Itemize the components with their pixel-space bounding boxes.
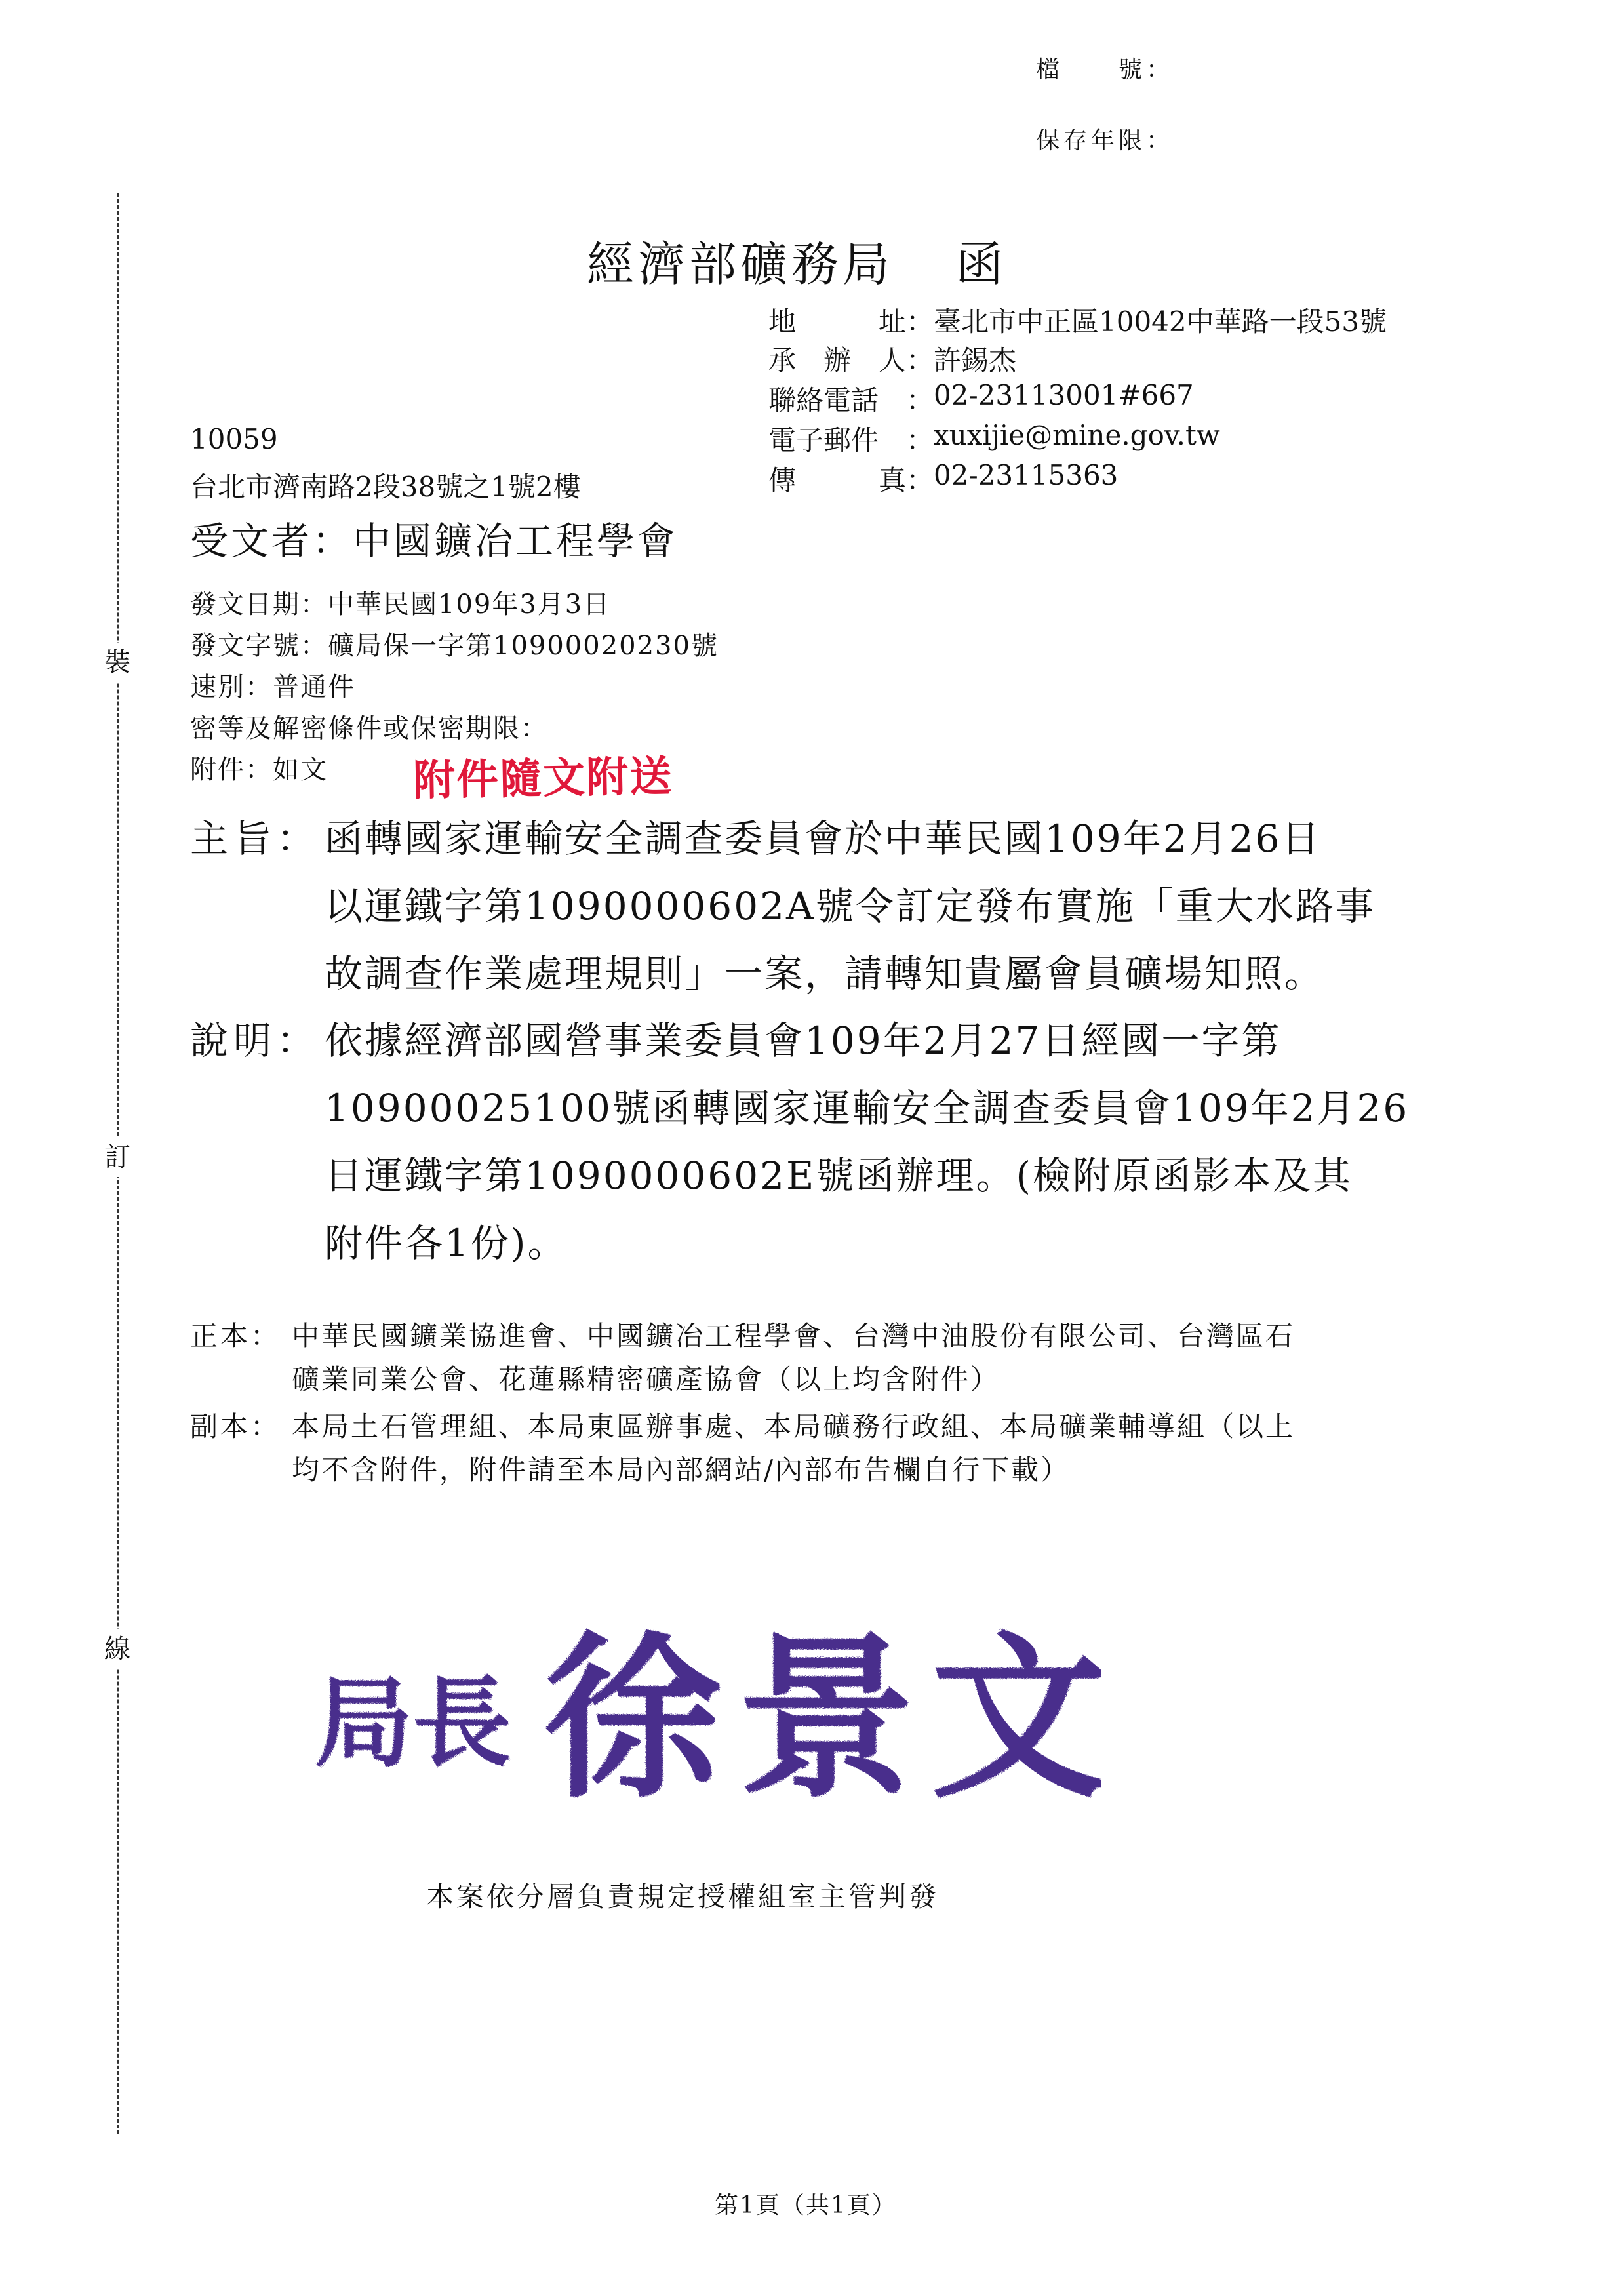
document-number: 發文字號：礦局保一字第10900020230號 xyxy=(190,631,719,661)
copy-line-1: 本局土石管理組、本局東區辦事處、本局礦務行政組、本局礦業輔導組（以上 xyxy=(292,1410,1296,1443)
file-number-label: 檔 號： xyxy=(1036,56,1174,83)
subject-line-3: 故調查作業處理規則」一案，請轉知貴屬會員礦場知照。 xyxy=(325,951,1325,996)
sender-address-row: 地 址 ： 臺北市中正區10042中華路一段53號 xyxy=(768,300,1387,340)
recipient-line: 受文者：中國鑛冶工程學會 xyxy=(190,519,679,563)
sender-phone-label: 聯絡電話 xyxy=(768,384,879,416)
retention-period-label: 保存年限： xyxy=(1036,127,1174,154)
title-type: 函 xyxy=(956,237,1008,292)
copy-head: 副本： xyxy=(190,1410,281,1443)
explanation-line-3: 日運鐵字第1090000602E號函辦理。(檢附原函影本及其 xyxy=(325,1153,1353,1198)
sender-handler-label: 承 辦 人 xyxy=(768,344,906,376)
subject-line-2: 以運鐵字第1090000602A號令訂定發布實施「重大水路事 xyxy=(325,884,1376,928)
sender-email-label: 電子郵件 xyxy=(768,424,879,456)
original-line-2: 礦業同業公會、花蓮縣精密礦產協會（以上均含附件） xyxy=(292,1363,1000,1395)
copy-line-2: 均不含附件，附件請至本局內部網站/內部布告欄自行下載） xyxy=(292,1454,1071,1486)
explanation-line-1: 依據經濟部國營事業委員會109年2月27日經國一字第 xyxy=(325,1018,1282,1063)
delivery-speed: 速別：普通件 xyxy=(190,672,355,702)
sender-fax-label: 傳 真 xyxy=(768,464,906,496)
seal-title: 局長 xyxy=(315,1666,512,1781)
page-number: 第1頁（共1頁） xyxy=(715,2192,897,2219)
recipient-zip: 10059 xyxy=(190,423,278,455)
binding-char-ding: 訂 xyxy=(101,1138,134,1177)
attachment-red-stamp: 附件隨文附送 xyxy=(412,751,673,806)
subject-head: 主旨： xyxy=(190,816,321,861)
recipient-address: 台北市濟南路2段38號之1號2樓 xyxy=(190,471,581,503)
sender-phone-value: 02-23113001#667 xyxy=(934,379,1194,411)
seal-name: 徐景文 xyxy=(544,1620,1101,1816)
sender-handler-value: 許錫杰 xyxy=(934,344,1017,376)
sender-handler-row: 承 辦 人 ： 許錫杰 xyxy=(768,339,1016,378)
explanation-head: 說明： xyxy=(190,1018,321,1063)
explanation-line-2: 10900025100號函轉國家運輸安全調查委員會109年2月26 xyxy=(325,1086,1410,1130)
binding-char-zhuang: 裝 xyxy=(101,643,134,682)
subject-line-1: 函轉國家運輸安全調查委員會於中華民國109年2月26日 xyxy=(325,816,1322,861)
delegation-note: 本案依分層負責規定授權組室主管判發 xyxy=(426,1881,940,1913)
sender-phone-row: 聯絡電話 ： 02-23113001#667 xyxy=(768,379,1194,418)
title-org: 經濟部礦務局 xyxy=(587,237,894,292)
document-title xyxy=(587,226,1007,294)
issue-date: 發文日期：中華民國109年3月3日 xyxy=(190,589,611,620)
sender-email-value: xuxijie@mine.gov.tw xyxy=(934,419,1220,451)
sender-fax-row: 傳 真 ： 02-23115363 xyxy=(768,459,1118,498)
attachment-line: 附件：如文 xyxy=(190,755,328,785)
sender-address-label: 地 址 xyxy=(768,306,906,338)
explanation-line-4: 附件各1份)。 xyxy=(325,1221,568,1266)
original-line-1: 中華民國鑛業協進會、中國鑛冶工程學會、台灣中油股份有限公司、台灣區石 xyxy=(292,1320,1296,1352)
secrecy-level: 密等及解密條件或保密期限： xyxy=(190,713,548,744)
sender-email-row: 電子郵件 ： xuxijie@mine.gov.tw xyxy=(768,419,1220,458)
seal-graphic xyxy=(315,1620,1101,1816)
sender-address-value: 臺北市中正區10042中華路一段53號 xyxy=(934,306,1387,338)
sender-fax-value: 02-23115363 xyxy=(934,459,1119,491)
original-head: 正本： xyxy=(190,1320,281,1352)
director-seal xyxy=(315,1620,1101,1816)
binding-char-xian: 線 xyxy=(101,1629,134,1669)
